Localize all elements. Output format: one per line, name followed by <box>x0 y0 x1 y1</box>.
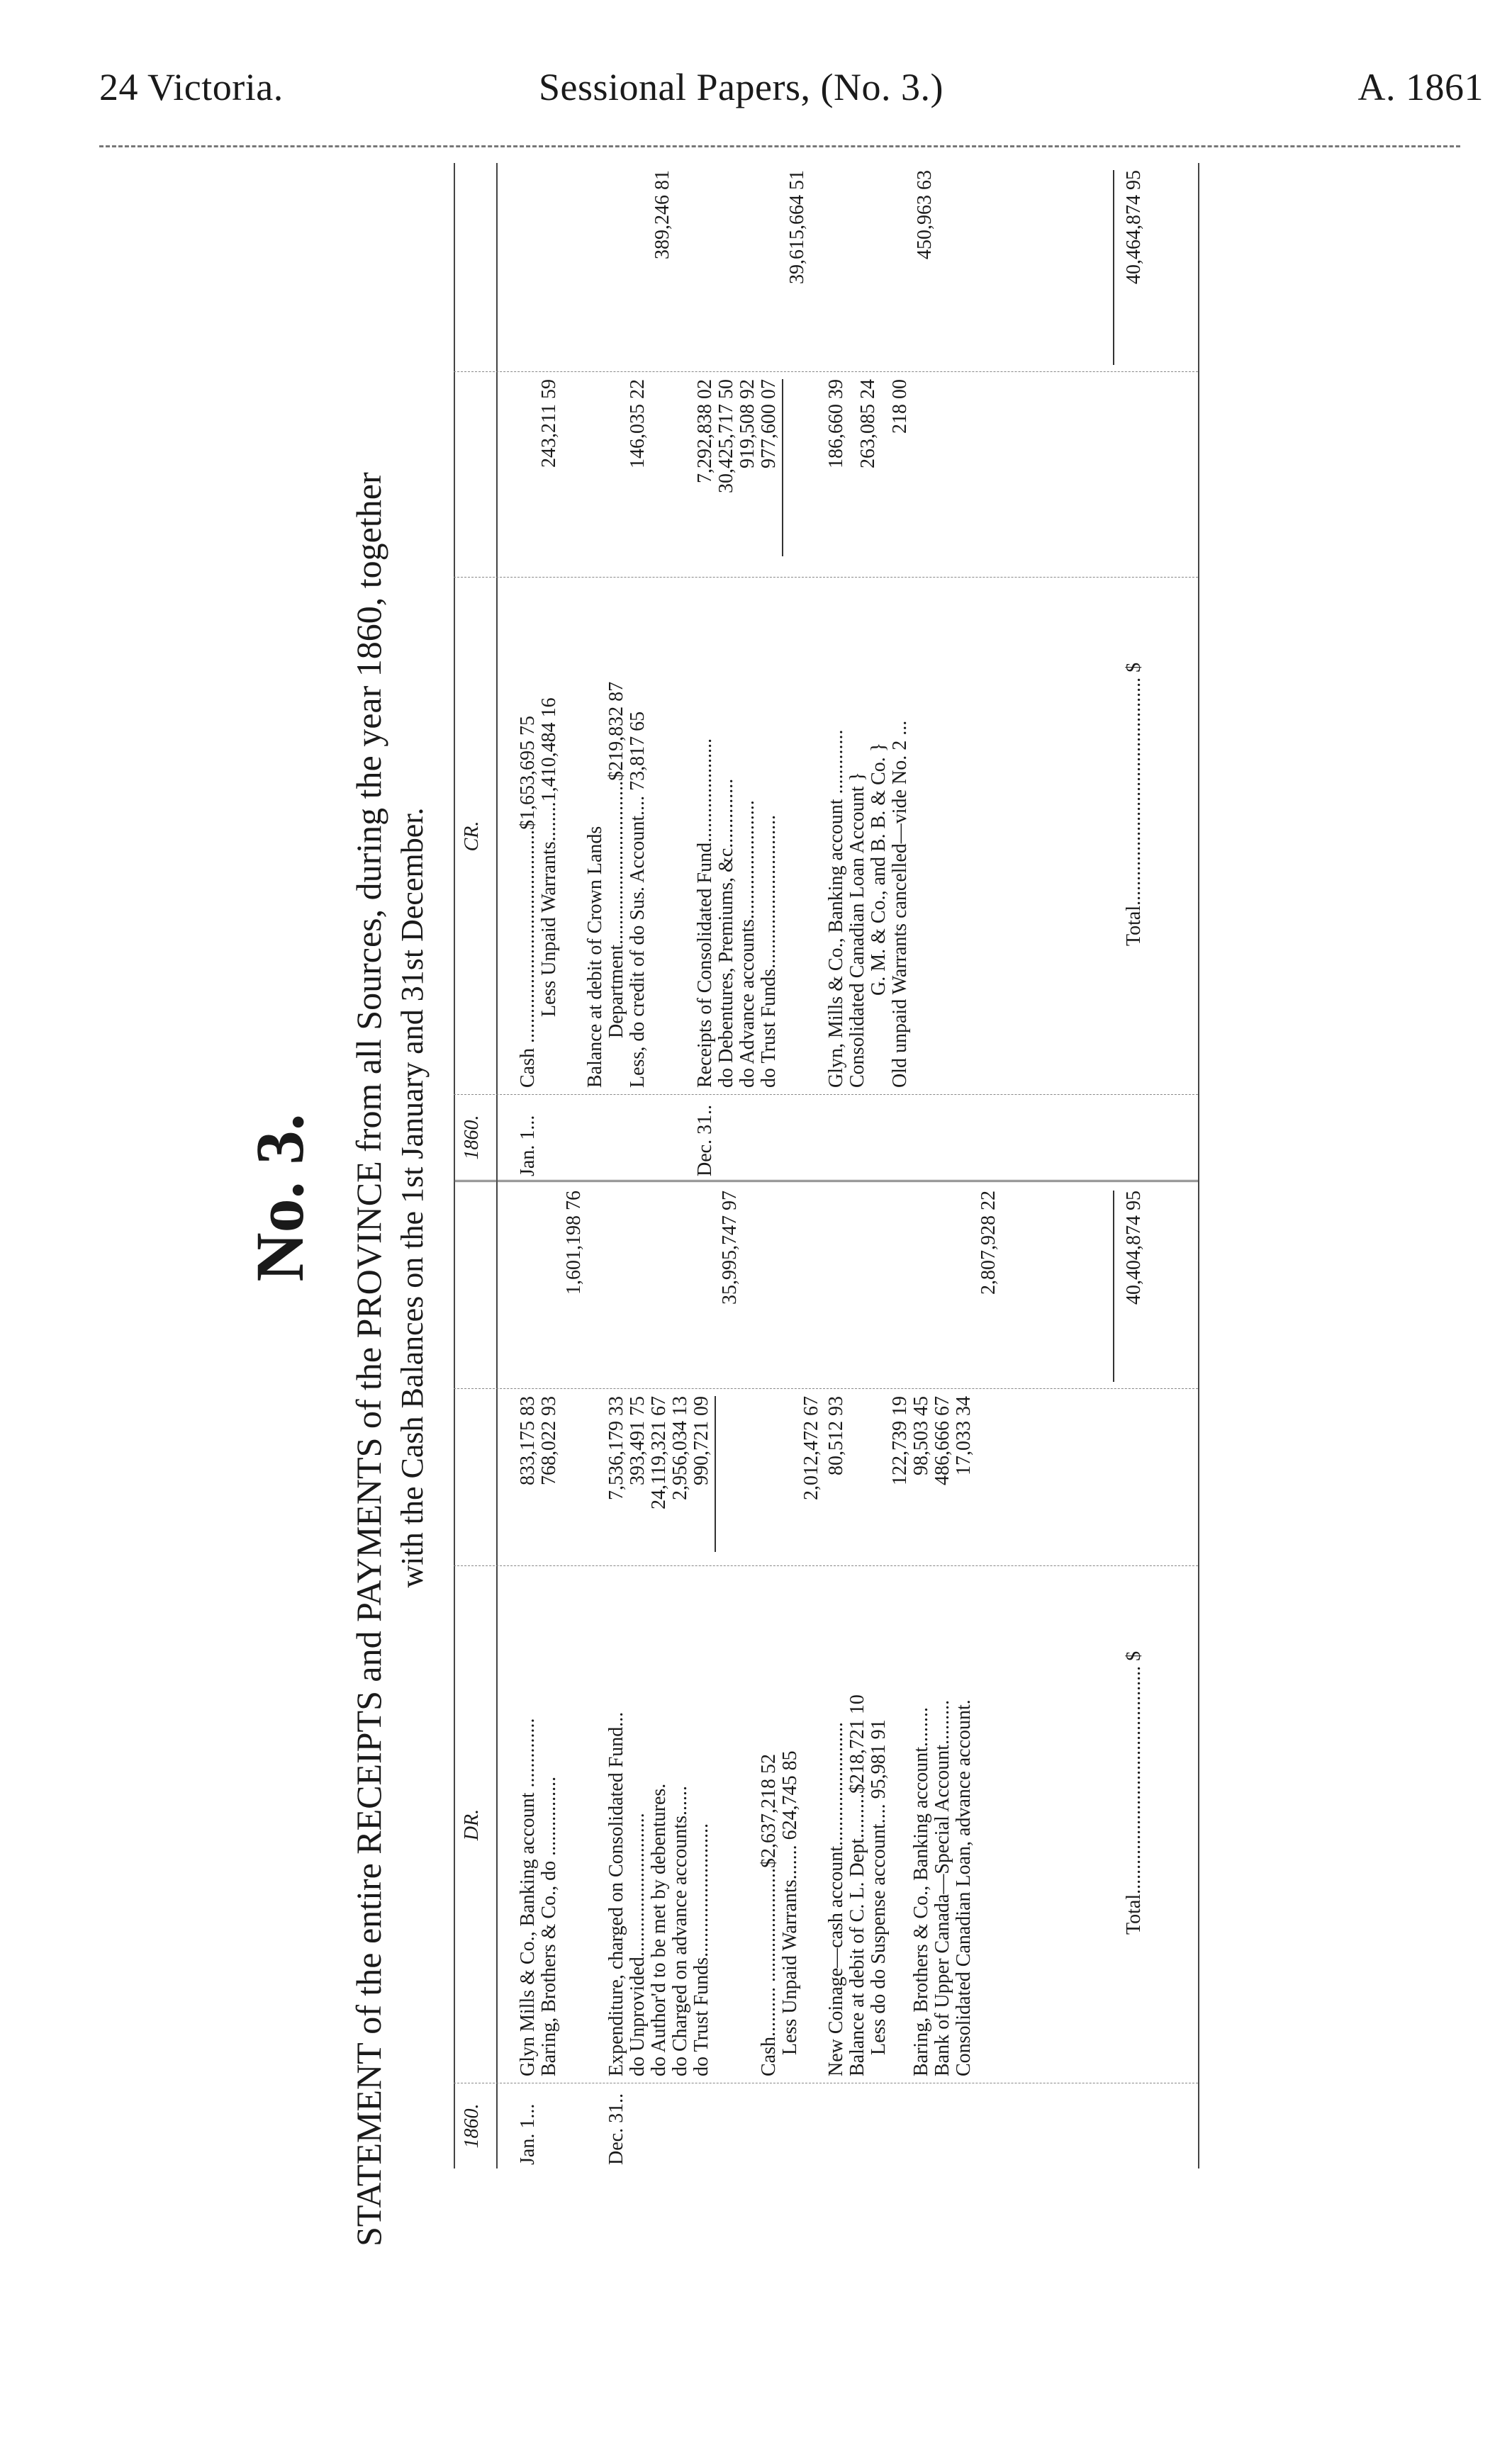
cr-date-dec: Dec. 31.. <box>694 1104 716 1176</box>
dr-balance-debit: Balance at debit of C. L. Dept.........$218,721 10 <box>846 1694 868 2076</box>
header-papers: Sessional Papers, (No. 3.) <box>539 66 943 108</box>
dr-exp-subtotal-rule <box>715 1396 716 1552</box>
cr-date-jan: Jan. 1... <box>517 1115 539 1176</box>
dr-consolidated-loan-amount: 17,033 34 <box>953 1396 975 1475</box>
dr-less-unpaid: Less Unpaid Warrants....... 624,745 85 <box>779 1750 801 2055</box>
cr-old-unpaid-amount: 218 00 <box>889 379 911 434</box>
cr-cash-net: 243,211 59 <box>538 379 560 468</box>
dr-exp-advance: do Charged on advance accounts...... <box>669 1785 691 2076</box>
cr-receipts-advance: do Advance accounts........................ <box>737 800 758 1088</box>
statement-table <box>454 163 1198 2168</box>
dr-exp-unprovided-amount: 393,491 75 <box>627 1396 649 1485</box>
dr-bank-upper-canada-amount: 486,666 67 <box>931 1396 953 1485</box>
cr-receipts-consolidated: Receipts of Consolidated Fund..................... <box>694 738 716 1088</box>
dr-total-col-rule <box>454 1388 1198 1389</box>
dr-grand-total: 40,404,874 95 <box>1123 1191 1145 1305</box>
cr-glyn-amount: 186,660 39 <box>825 379 847 468</box>
cr-side-heading: CR. <box>461 821 483 852</box>
dr-glyn-amount: 833,175 83 <box>517 1396 539 1485</box>
dr-coinage-label: New Coinage—cash account......................... <box>825 1722 847 2076</box>
dr-exp-trust-amount: 990,721 09 <box>690 1396 712 1485</box>
dr-glyn-label: Glyn Mills & Co., Banking account .............. <box>517 1718 539 2076</box>
cr-balance-line3: Less, do credit of do Sus. Account.... 73,817 65 <box>627 711 649 1088</box>
dr-baring-amount: 768,022 93 <box>538 1396 560 1485</box>
dr-year-heading: 1860. <box>461 2103 483 2149</box>
cr-cash-label: Cash ...........................................$1,653,695 75 <box>517 716 539 1088</box>
dr-baring-banking: Baring, Brothers & Co., Banking account........ <box>910 1706 932 2076</box>
cr-receipts-advance-amount: 919,508 92 <box>737 379 758 468</box>
cr-glyn-baring-amount: 263,085 24 <box>857 379 879 468</box>
dr-grand-total-rule <box>1113 1191 1114 1382</box>
cr-year-heading: 1860. <box>461 1115 483 1160</box>
cr-consolidated-loan: Consolidated Canadian Loan Account } <box>846 772 868 1088</box>
dr-less-suspense: Less do do Suspense account.... 95,981 91 <box>868 1719 890 2055</box>
cr-total-label: Total.............................................. $ <box>1123 662 1145 946</box>
header-session: 24 Victoria. <box>99 66 284 108</box>
dr-opening-total: 1,601,198 76 <box>563 1191 585 1295</box>
dr-exp-consolidated-amount: 7,536,179 33 <box>605 1396 627 1500</box>
cr-receipts-subtotal-rule <box>782 379 783 556</box>
dr-consolidated-loan: Consolidated Canadian Loan, advance account. <box>953 1699 975 2076</box>
dr-coinage-amount: 80,512 93 <box>825 1396 847 1475</box>
statement-title: STATEMENT of the entire RECEIPTS and PAYMENTS of the PROVINCE from all Sources, during the year 1860, together <box>349 472 388 2246</box>
dr-exp-consolidated: Expenditure, charged on Consolidated Fund... <box>605 1711 627 2076</box>
dr-exp-trust: do Trust Funds........................... <box>690 1823 712 2076</box>
cr-glyn-baring: G. M. & Co., and B. B. & Co. } <box>868 742 890 996</box>
dr-balance-net: 122,739 19 <box>889 1396 911 1485</box>
dr-exp-unprovided: do Unprovided............................. <box>627 1813 649 2076</box>
dr-date-dec: Dec. 31.. <box>605 2093 627 2165</box>
cr-receipts-debentures-amount: 30,425,717 50 <box>715 379 737 493</box>
cr-balance-line1: Balance at debit of Crown Lands <box>584 826 606 1088</box>
credit-side <box>454 163 1198 1180</box>
dr-bank-upper-canada: Bank of Upper Canada—Special Account......... <box>931 1699 953 2076</box>
rotated-statement <box>241 149 1248 2246</box>
dr-baring-banking-amount: 98,503 45 <box>910 1396 932 1475</box>
cr-opening-total: 389,246 81 <box>651 170 673 259</box>
dr-exp-advance-amount: 2,956,034 13 <box>669 1396 691 1500</box>
cr-receipts-trust-amount: 977,600 07 <box>758 379 780 468</box>
cr-old-unpaid: Old unpaid Warrants cancelled—vide No. 2 ... <box>889 720 911 1088</box>
statement-subtitle: with the Cash Balances on the 1st January and 31st December. <box>395 807 430 1588</box>
document-number: No. 3. <box>242 1113 318 1282</box>
cr-total-col-rule <box>454 371 1198 372</box>
cr-receipts-consolidated-amount: 7,292,838 02 <box>694 379 716 483</box>
cr-closing-total: 450,963 63 <box>914 170 936 259</box>
dr-exp-debentures-amount: 24,119,321 67 <box>648 1396 670 1509</box>
cr-balance-net: 146,035 22 <box>627 379 649 468</box>
cr-receipts-total: 39,615,664 51 <box>786 170 808 284</box>
dr-closing-total: 2,807,928 22 <box>978 1191 999 1295</box>
dr-exp-total: 35,995,747 97 <box>719 1191 741 1305</box>
cr-receipts-trust: do Trust Funds............................... <box>758 814 780 1088</box>
table-bottom-rule <box>1198 163 1199 2168</box>
dr-baring-label: Baring, Brothers & Co., do ................ <box>538 1776 560 2076</box>
dr-cr-divider <box>454 1180 1198 1182</box>
cr-receipts-debentures: do Debentures, Premiums, &c.............. <box>715 778 737 1088</box>
dr-cash-label: Cash.......... .......................$2,637,218 52 <box>758 1754 780 2076</box>
dr-cash-net: 2,012,472 67 <box>800 1396 822 1500</box>
dr-total-label: Total.............................................. $ <box>1123 1650 1145 1935</box>
cr-glyn-label: Glyn, Mills & Co., Banking account ............. <box>825 729 847 1088</box>
dr-side-heading: DR. <box>461 1808 483 1841</box>
cr-grand-total: 40,464,874 95 <box>1123 170 1145 284</box>
dr-amount-col-rule <box>454 1565 1198 1566</box>
cr-date-col-rule <box>454 1094 1198 1095</box>
header-rule <box>99 145 1460 147</box>
cr-balance-line2: Department.................................$219,832 87 <box>605 681 627 1038</box>
cr-less-unpaid: Less Unpaid Warrants........1,410,484 16 <box>538 697 560 1017</box>
dr-exp-debentures: do Author'd to be met by debentures. <box>648 1783 670 2076</box>
cr-amount-col-rule <box>454 577 1198 578</box>
header-year: A. 1861 <box>1357 66 1484 108</box>
debit-side <box>454 1183 1198 2168</box>
cr-grand-total-rule <box>1113 170 1114 365</box>
dr-date-jan: Jan. 1... <box>517 2103 539 2165</box>
